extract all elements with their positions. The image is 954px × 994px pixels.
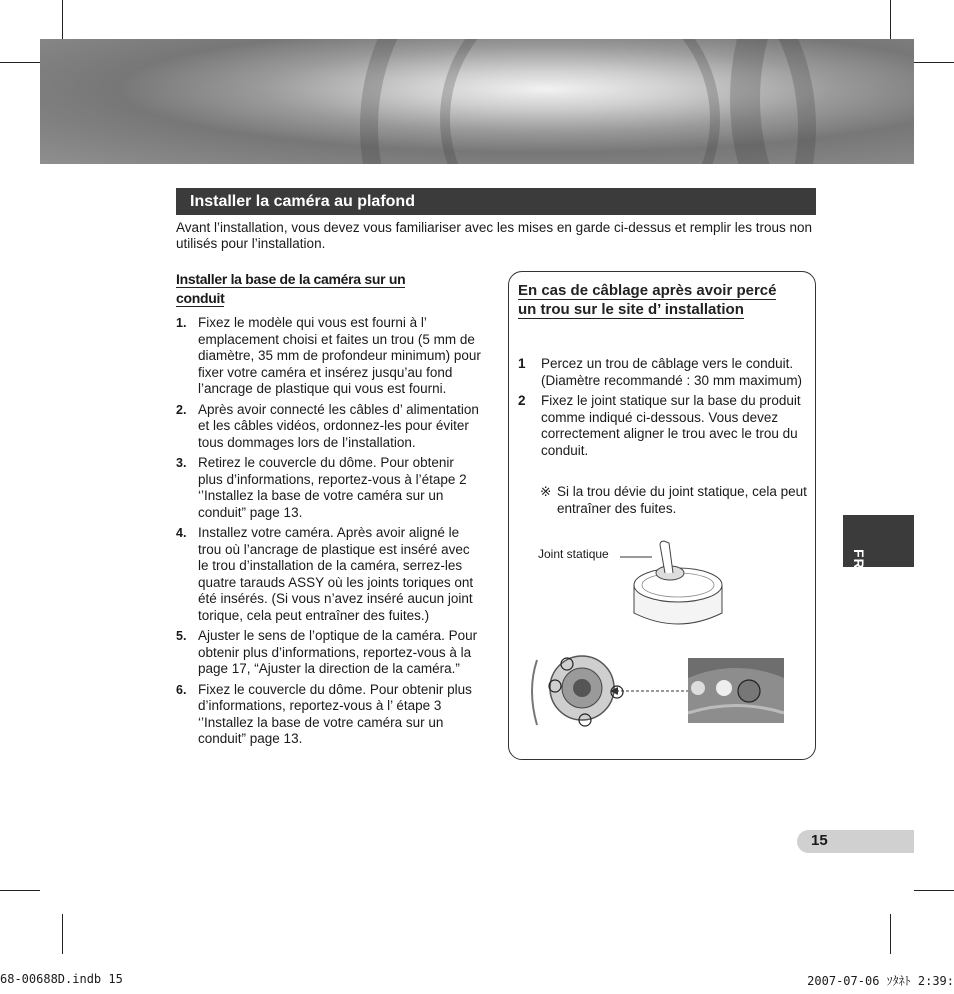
- steps-list: [176, 315, 482, 752]
- step-number: 4.: [176, 526, 187, 540]
- step-text: Retirez le couvercle du dôme. Pour obtenir plus d’informations, reportez-vous à l’étape 2 ‘’Installez la base de votre caméra sur un conduit” page 13.: [198, 455, 467, 520]
- footer-file-info: 68-00688D.indb 15: [0, 972, 123, 986]
- list-item: [518, 356, 810, 389]
- subheading: [176, 270, 452, 308]
- step-number: 5.: [176, 629, 187, 643]
- step-number: 6.: [176, 682, 187, 697]
- step-number: 2: [518, 393, 526, 408]
- step-text: Percez un trou de câblage vers le conduit. (Diamètre recommandé : 30 mm maximum): [541, 356, 803, 388]
- warning-note: [540, 484, 812, 517]
- photo-hole: [691, 681, 705, 695]
- photo-seal: [738, 680, 760, 702]
- photo-curve: [688, 668, 784, 723]
- crop-mark: [890, 0, 891, 40]
- language-tab: [843, 515, 914, 580]
- list-item: [176, 682, 482, 748]
- list-item: [176, 628, 482, 678]
- section-title: Installer la caméra au plafond: [176, 188, 816, 215]
- step-number: 1.: [176, 316, 187, 330]
- camera-edge: [532, 660, 537, 725]
- base-detail-photo: [688, 658, 784, 723]
- page-number: 15: [811, 832, 828, 849]
- arrow-icon: [610, 683, 690, 699]
- list-item: [176, 402, 482, 452]
- step-text: Après avoir connecté les câbles d’ alimentation et les câbles vidéos, ordonnez-les pour éviter tous dommages lors de l’installation.: [198, 401, 479, 450]
- joint-label: Joint statique: [538, 547, 609, 561]
- crop-mark: [890, 914, 891, 954]
- info-box-title: [518, 281, 780, 319]
- page-number-tab: [797, 830, 914, 853]
- step-text: Ajuster le sens de l’optique de la caméra. Pour obtenir plus d’informations, reportez-vous à la page 17, “Ajuster la direction de la caméra.”: [198, 628, 478, 676]
- list-item: [176, 315, 482, 398]
- step-text: Installez votre caméra. Après avoir aligné le trou où l’ancrage de plastique est inséré avec le trou d’installation de la caméra, serrez-les quatre tarauds ASSY où les joints toriques ont été insérés. (Si vous n’avez inséré aucun joint torique, cela peut entraîner des fuites.): [198, 525, 474, 623]
- crop-mark: [914, 62, 954, 63]
- crop-mark: [62, 914, 63, 954]
- note-mark-icon: ※: [540, 484, 552, 499]
- note-text: Si la trou dévie du joint statique, cela peut entraîner des fuites.: [557, 484, 807, 516]
- crop-mark: [0, 890, 40, 891]
- list-item: [518, 393, 810, 459]
- camera-lens-center: [573, 679, 591, 697]
- photo-hole: [716, 680, 732, 696]
- step-number: 2.: [176, 402, 187, 417]
- step-number: 3.: [176, 456, 187, 470]
- header-banner-image: [40, 39, 914, 164]
- step-text: Fixez le couvercle du dôme. Pour obtenir plus d’informations, reportez-vous à l’ étape 3 ‘’Installez la base de votre caméra sur un conduit” page 13.: [198, 681, 472, 746]
- crop-mark: [62, 0, 63, 40]
- info-box-steps: [518, 356, 810, 463]
- step-number: 1: [518, 356, 526, 371]
- intro-text: Avant l’installation, vous devez vous familiariser avec les mises en garde ci-dessus et remplir les trous non utilisés pour l’installation.: [176, 220, 813, 251]
- joint-diagram: [620, 535, 730, 635]
- subheading-text: Installer la base de la caméra sur un conduit: [176, 271, 406, 306]
- crop-mark: [914, 890, 954, 891]
- language-tab-label: FRE: [851, 549, 867, 580]
- list-item: [176, 455, 482, 521]
- info-box-title-text: En cas de câblage après avoir percé un trou sur le site d’ installation: [518, 282, 777, 318]
- step-text: Fixez le modèle qui vous est fourni à l’ emplacement choisi et faites un trou (5 mm de diamètre, 35 mm de profondeur minimum) pour fixer votre caméra et insérez jusqu’au fond l’ancrage de plastique qui vous est fourni.: [198, 315, 481, 396]
- step-text: Fixez le joint statique sur la base du produit comme indiqué ci-dessous. Vous devez correctement aligner le trou avec le trou du conduit.: [541, 393, 801, 458]
- crop-mark: [0, 62, 40, 63]
- footer-date-info: 2007-07-06 ｿﾀﾈﾄ 2:39:: [807, 974, 954, 988]
- arrow-head: [610, 687, 618, 695]
- list-item: [176, 525, 482, 624]
